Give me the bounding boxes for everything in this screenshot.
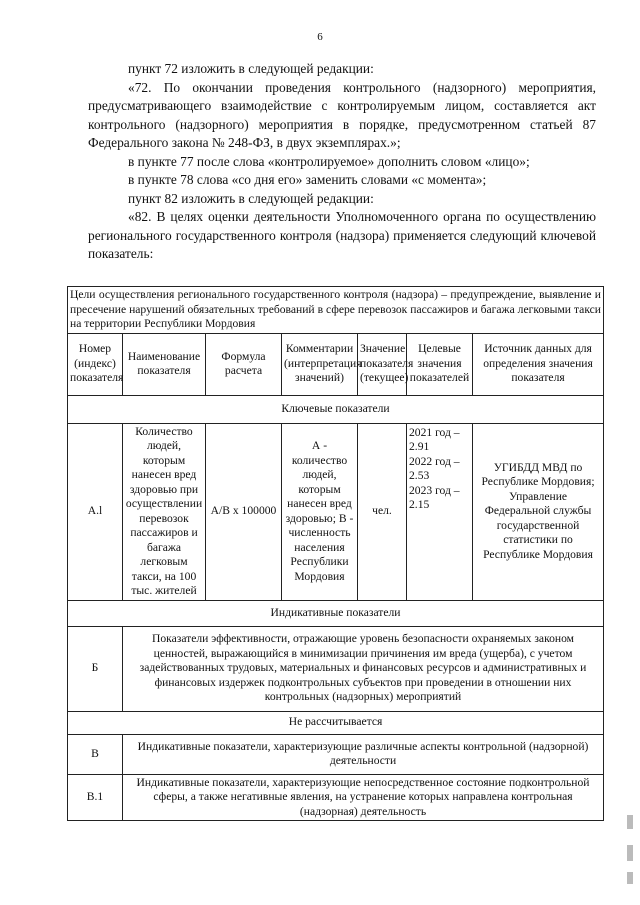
- section-indicative: Индикативные показатели: [68, 600, 604, 626]
- table-goal-row: [68, 287, 604, 334]
- header-targets: Целевые значения показателей: [407, 333, 473, 395]
- body-text: [88, 60, 596, 264]
- header-formula: Формула расчета: [206, 333, 282, 395]
- table-row-a1: [68, 423, 604, 600]
- a1-unit: чел.: [358, 423, 407, 600]
- a1-targets: [407, 423, 473, 600]
- a1-comment: А - количество людей, которым нанесен вред здоровью; В - численность населения Республики Мордовия: [282, 423, 358, 600]
- b-text: Показатели эффективности, отражающие уровень безопасности охраняемых законом ценностей, выражающийся в минимизации причинения им вреда (ущерба), с учетом задействованных трудовых, материальных и финансовых ресурсов и административных и финансовых издержек подконтрольных субъектов при проведении в отношении них контрольных (надзорных) мероприятий: [123, 626, 604, 711]
- a1-name: Количество людей, которым нанесен вред здоровью при осуществлении перевозок пассажиров и багажа легковым такси, на 100 тыс. жителей: [123, 423, 206, 600]
- table-row-b: [68, 626, 604, 711]
- paragraph-77: в пункте 77 после слова «контролируемое» дополнить словом «лицо»;: [128, 153, 530, 169]
- a1-source: УГИБДД МВД по Республике Мордовия; Управление Федеральной службы государственной статистики по Республике Мордовия: [473, 423, 604, 600]
- table-goal: Цели осуществления регионального государственного контроля (надзора) – предупреждение, выявление и пресечение нарушений обязательных требований в сфере перевозок пассажиров и багажа легковыми такси на территории Республики Мордовия: [68, 287, 604, 334]
- header-name: Наименование показателя: [123, 333, 206, 395]
- v-text: Индикативные показатели, характеризующие различные аспекты контрольной (надзорной) деятельности: [123, 734, 604, 774]
- a1-target-2021: 2021 год – 2.91: [409, 425, 460, 453]
- header-value: Значение показателя (текущее): [358, 333, 407, 395]
- a1-formula: А/В х 100000: [206, 423, 282, 600]
- a1-target-2022: 2022 год – 2.53: [409, 454, 460, 482]
- a1-index: А.l: [68, 423, 123, 600]
- table-header-row: [68, 333, 604, 395]
- scan-margin-mark: [627, 872, 633, 884]
- scan-margin-mark: [627, 845, 633, 861]
- table-row-v: [68, 734, 604, 774]
- not-calculated-row: [68, 711, 604, 734]
- header-index: Номер (индекс) показателя: [68, 333, 123, 395]
- page-number: 6: [317, 31, 323, 43]
- table-row-v1: [68, 774, 604, 821]
- a1-target-2023: 2023 год – 2.15: [409, 483, 460, 511]
- scan-margin-mark: [627, 815, 633, 829]
- not-calculated: Не рассчитывается: [68, 711, 604, 734]
- paragraph-82-text: «82. В целях оценки деятельности Уполномоченного органа по осуществлению регионального государственного контроля (надзора) применяется следующий ключевой показатель:: [88, 209, 596, 261]
- header-comment: Комментарии (интерпретация значений): [282, 333, 358, 395]
- v1-text: Индикативные показатели, характеризующие непосредственное состояние подконтрольной сферы, а также негативные явления, на устранение которых направлена контрольная (надзорная) деятельность: [123, 774, 604, 821]
- header-source: Источник данных для определения значения показателя: [473, 333, 604, 395]
- section-key: Ключевые показатели: [68, 395, 604, 423]
- section-key-row: [68, 395, 604, 423]
- v1-index: В.1: [68, 774, 123, 821]
- paragraph-82-intro: пункт 82 изложить в следующей редакции:: [128, 190, 374, 206]
- section-indicative-row: [68, 600, 604, 626]
- indicators-table: [67, 286, 604, 821]
- paragraph-78: в пункте 78 слова «со дня его» заменить словами «с момента»;: [128, 172, 487, 187]
- b-index: Б: [68, 626, 123, 711]
- v-index: В: [68, 734, 123, 774]
- paragraph-72-intro: пункт 72 изложить в следующей редакции:: [128, 61, 374, 76]
- paragraph-72-text: «72. По окончании проведения контрольного (надзорного) мероприятия, предусматривающего взаимодействие с контролируемым лицом, составляется акт контрольного (надзорного) мероприятия в порядке, предусмотренном статьей 87 Федерального закона № 248-ФЗ, в двух экземплярах.»;: [88, 79, 596, 150]
